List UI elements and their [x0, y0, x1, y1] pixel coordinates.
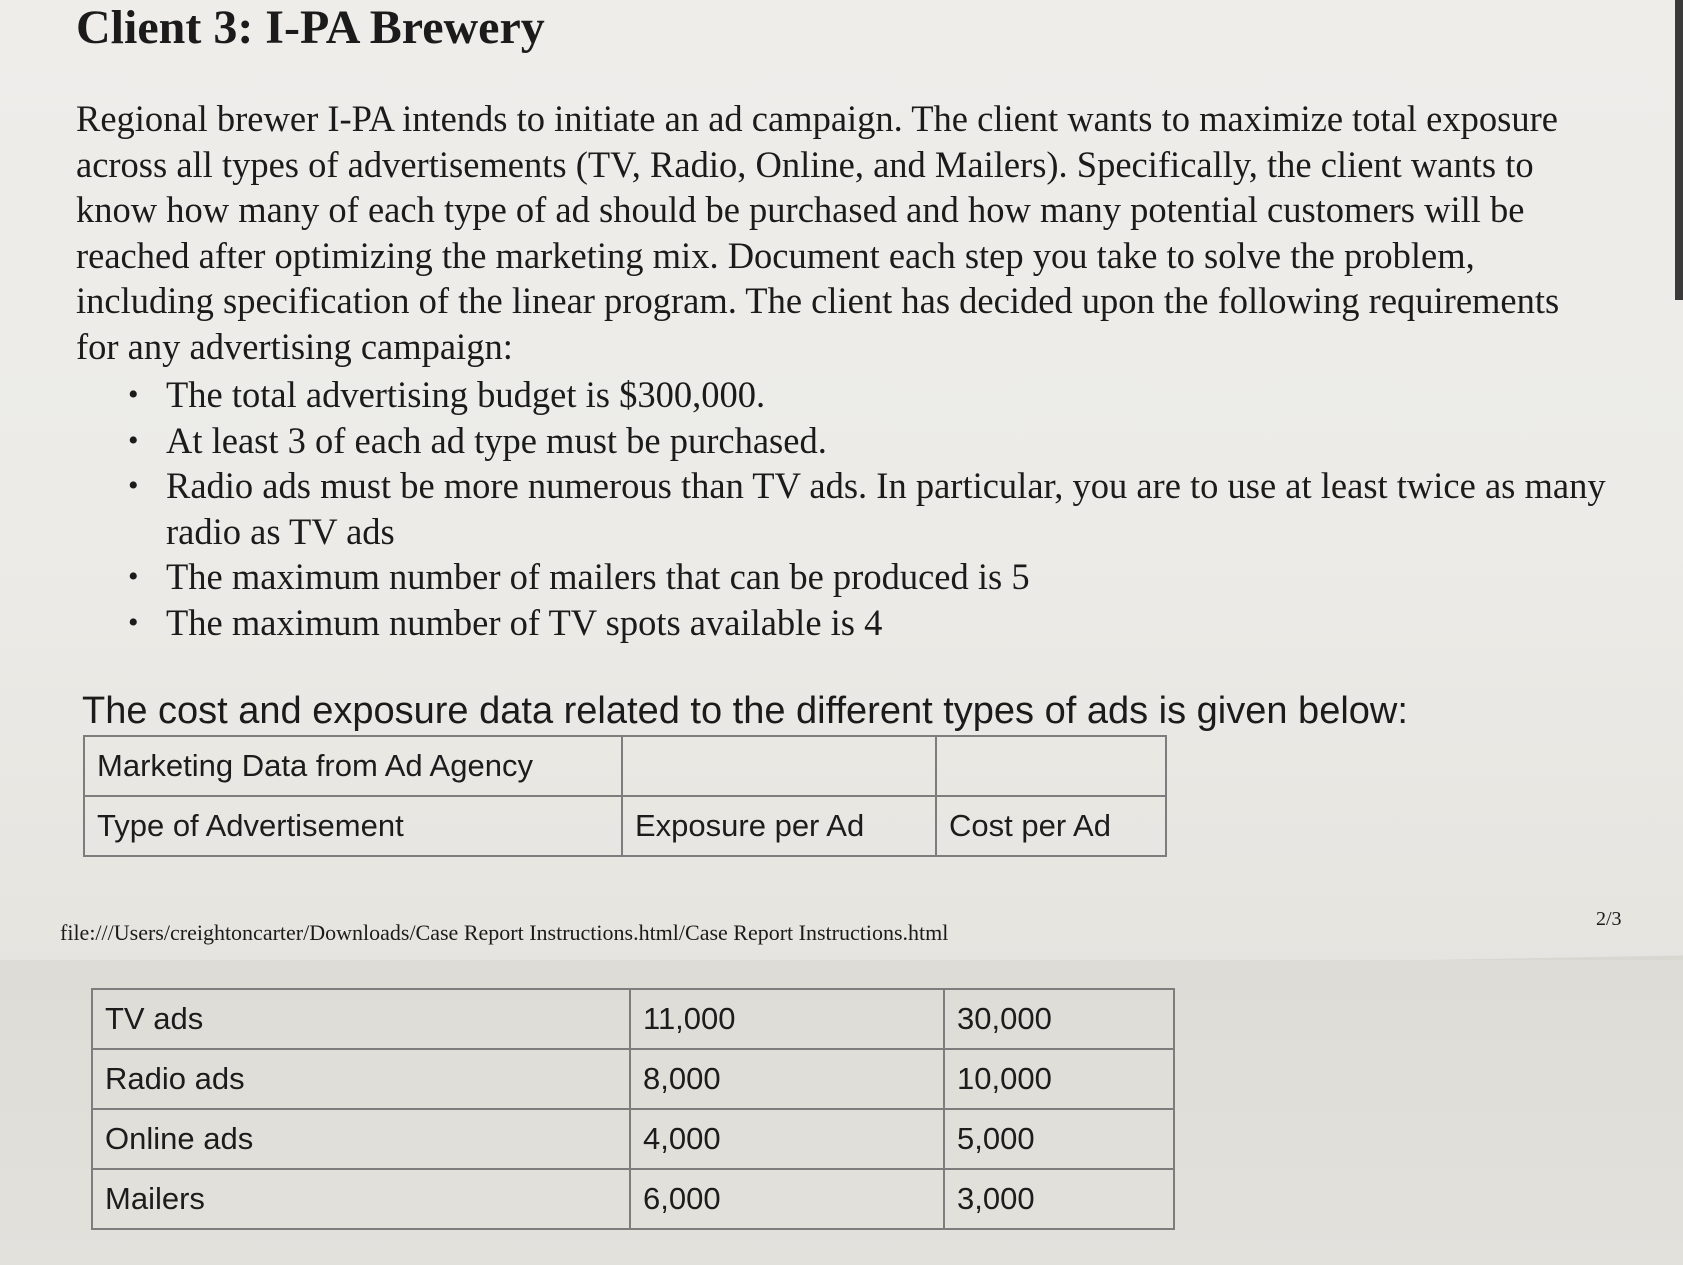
table-cell: 5,000: [944, 1109, 1174, 1169]
intro-paragraph: Regional brewer I-PA intends to initiate an ad campaign. The client wants to maximize total exposure across all types of advertisements (TV, Radio, Online, and Mailers). Specifically, the client wants to know how many of each type of ad should be purchased and how many potential customers will be reached after optimizing the marketing mix. Document each step you take to solve the problem, including specification of the linear program. The client has decided upon the following requirements for any advertising campaign:: [76, 98, 1560, 367]
table-header-row: [84, 796, 1166, 856]
footer-file-path: file:///Users/creightoncarter/Downloads/Case Report Instructions.html/Case Report Instructions.html: [60, 920, 949, 945]
marketing-data-table-body: [91, 988, 1175, 1230]
requirement-text: The maximum number of TV spots available is 4: [166, 601, 883, 643]
requirement-text: The maximum number of mailers that can be produced is 5: [166, 556, 1030, 597]
table-cell: Radio ads: [92, 1049, 630, 1109]
requirement-text: The total advertising budget is $300,000.: [166, 374, 766, 415]
requirement-item: [128, 463, 1608, 554]
requirement-item: [128, 554, 1608, 600]
table-title-row: [84, 736, 1166, 796]
table-row: [92, 1049, 1174, 1109]
column-header: Exposure per Ad: [622, 796, 936, 856]
requirement-text: Radio ads must be more numerous than TV ads. In particular, you are to use at least twice as many radio as TV ads: [166, 465, 1606, 552]
marketing-data-table-header: [83, 735, 1167, 857]
table-cell: [622, 736, 936, 796]
column-header: Cost per Ad: [936, 796, 1166, 856]
bullet-icon: •: [128, 378, 139, 411]
table-row: [92, 1109, 1174, 1169]
bullet-icon: •: [128, 469, 139, 502]
table-cell: TV ads: [92, 989, 630, 1049]
table-cell: Marketing Data from Ad Agency: [84, 736, 622, 796]
requirements-list: [128, 372, 1608, 645]
bullet-icon: •: [128, 423, 139, 457]
requirement-text: At least 3 of each ad type must be purchased.: [166, 419, 827, 461]
bullet-icon: •: [128, 560, 139, 593]
table-cell: 6,000: [630, 1169, 944, 1229]
page-number: 2/3: [1596, 908, 1622, 930]
document-title: Client 3: I-PA Brewery: [76, 1, 545, 54]
bullet-icon: •: [128, 605, 139, 639]
table-caption: The cost and exposure data related to the different types of ads is given below:: [82, 690, 1408, 732]
page-edge-shadow: [1675, 0, 1683, 300]
requirement-item: [128, 600, 1608, 646]
table-cell: Online ads: [92, 1109, 630, 1169]
requirement-item: [128, 372, 1608, 418]
column-header: Type of Advertisement: [84, 796, 622, 856]
table-cell: 3,000: [944, 1169, 1174, 1229]
table-cell: 4,000: [630, 1109, 944, 1169]
table-cell: Mailers: [92, 1169, 630, 1229]
table-cell: 30,000: [944, 989, 1174, 1049]
requirement-item: [128, 418, 1608, 464]
table-cell: [936, 736, 1166, 796]
table-cell: 11,000: [630, 989, 944, 1049]
table-row: [92, 989, 1174, 1049]
table-row: [92, 1169, 1174, 1229]
table-cell: 8,000: [630, 1049, 944, 1109]
table-cell: 10,000: [944, 1049, 1174, 1109]
